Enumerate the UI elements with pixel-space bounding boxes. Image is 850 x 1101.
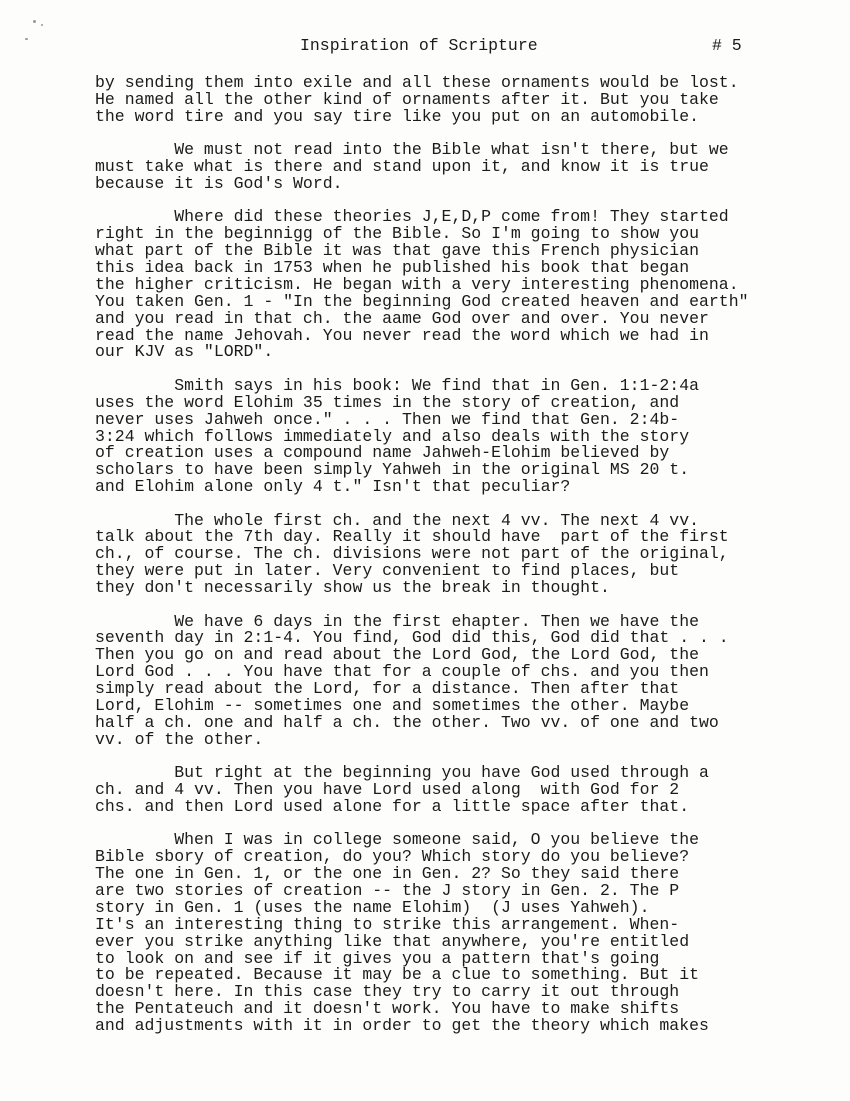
- page-header: [0, 36, 850, 58]
- text-line: It's an interesting thing to strike this arrangement. When-: [95, 914, 680, 934]
- text-line: But right at the beginning you have God used through a: [95, 763, 709, 783]
- paragraph: [95, 75, 795, 126]
- text-line: Lord, Elohim -- sometimes one and sometimes the other. Maybe: [95, 696, 690, 715]
- page-number: # 5: [712, 36, 742, 55]
- paragraph: [95, 142, 795, 193]
- text-line: doesn't here. In this case they try to carry it out through: [95, 982, 680, 1002]
- text-line: and Elohim alone only 4 t." Isn't that peculiar?: [95, 477, 571, 497]
- text-line: the Pentateuch and it doesn't work. You have to make shifts: [95, 999, 680, 1019]
- text-line: ever you strike anything like that anywhere, you're entitled: [95, 931, 690, 951]
- text-line: of creation uses a compound name Jahweh-Elohim believed by: [95, 443, 670, 463]
- paragraph: [95, 765, 795, 816]
- text-line: ch. and 4 vv. Then you have Lord used along with God for 2: [95, 780, 680, 800]
- paragraph: [95, 611, 795, 749]
- text-line: and adjustments with it in order to get the theory which makes: [95, 1016, 709, 1036]
- text-line: Smith says in his book: We find that in Gen. 1:1-2:4a: [95, 375, 699, 395]
- text-line: He named all the other kind of ornaments after it. But you take: [95, 89, 719, 109]
- text-line: We must not read into the Bible what isn't there, but we: [95, 140, 729, 160]
- document-title: Inspiration of Scripture: [300, 36, 538, 55]
- text-line: are two stories of creation -- the J story in Gen. 2. The P: [95, 881, 680, 901]
- text-line: seventh day in 2:1-4. You find, God did this, God did that . . .: [95, 628, 729, 648]
- paragraph: [95, 832, 795, 1035]
- text-line: ch., of course. The ch. divisions were not part of the original,: [95, 544, 729, 564]
- text-line: this idea back in 1753 when he published his book that began: [95, 258, 690, 278]
- text-line: must take what is there and stand upon it, and know it is true: [95, 157, 709, 177]
- text-line: When I was in college someone said, O you believe the: [95, 830, 699, 850]
- text-line: The whole first ch. and the next 4 vv. The next 4 vv.: [95, 510, 699, 530]
- text-line: to be repeated. Because it may be a clue to something. But it: [95, 965, 699, 985]
- text-line: to look on and see if it gives you a pattern that's going: [95, 948, 660, 968]
- text-line: chs. and then Lord used alone for a little space after that.: [95, 796, 690, 816]
- text-line: vv. of the other.: [95, 729, 264, 749]
- text-line: You taken Gen. 1 - "In the beginning God created heaven and earth": [95, 291, 749, 311]
- text-line: talk about the 7th day. Really it should have part of the first: [95, 527, 729, 547]
- text-line: by sending them into exile and all these ornaments would be lost.: [95, 73, 739, 92]
- text-line: they were put in later. Very convenient to find places, but: [95, 561, 680, 581]
- text-line: half a ch. one and half a ch. the other. Two vv. of one and two: [95, 712, 719, 732]
- text-line: Then you go on and read about the Lord God, the Lord God, the: [95, 645, 699, 665]
- paragraph: [95, 510, 795, 598]
- text-line: simply read about the Lord, for a distance. Then after that: [95, 679, 680, 699]
- text-line: never uses Jahweh once." . . . Then we find that Gen. 2:4b-: [95, 409, 680, 429]
- text-line: Lord God . . . You have that for a couple of chs. and you then: [95, 662, 709, 682]
- text-line: the word tire and you say tire like you put on an automobile.: [95, 106, 699, 126]
- text-line: our KJV as "LORD".: [95, 342, 274, 362]
- text-line: the higher criticism. He began with a very interesting phenomena.: [95, 274, 739, 294]
- text-line: 3:24 which follows immediately and also deals with the story: [95, 426, 690, 446]
- text-line: read the name Jehovah. You never read the word which we had in: [95, 325, 709, 345]
- text-line: Bible sbory of creation, do you? Which story do you believe?: [95, 847, 690, 867]
- text-line: The one in Gen. 1, or the one in Gen. 2? So they said there: [95, 864, 680, 884]
- text-line: what part of the Bible it was that gave this French physician: [95, 241, 699, 261]
- text-line: scholars to have been simply Yahweh in the original MS 20 t.: [95, 460, 690, 480]
- paragraph: [95, 209, 795, 361]
- text-line: story in Gen. 1 (uses the name Elohim) (J uses Yahweh).: [95, 897, 650, 917]
- text-line: Where did these theories J,E,D,P come from! They started: [95, 207, 729, 227]
- text-line: right in the beginnigg of the Bible. So I'm going to show you: [95, 224, 699, 244]
- document-body: [95, 75, 795, 1052]
- scan-speck: [33, 20, 36, 23]
- text-line: they don't necessarily show us the break in thought.: [95, 578, 610, 598]
- text-line: and you read in that ch. the aame God over and over. You never: [95, 308, 709, 328]
- text-line: because it is God's Word.: [95, 173, 343, 193]
- text-line: We have 6 days in the first ehapter. Then we have the: [95, 611, 699, 631]
- scan-speck: [41, 24, 43, 26]
- text-line: uses the word Elohim 35 times in the story of creation, and: [95, 392, 680, 412]
- paragraph: [95, 375, 795, 497]
